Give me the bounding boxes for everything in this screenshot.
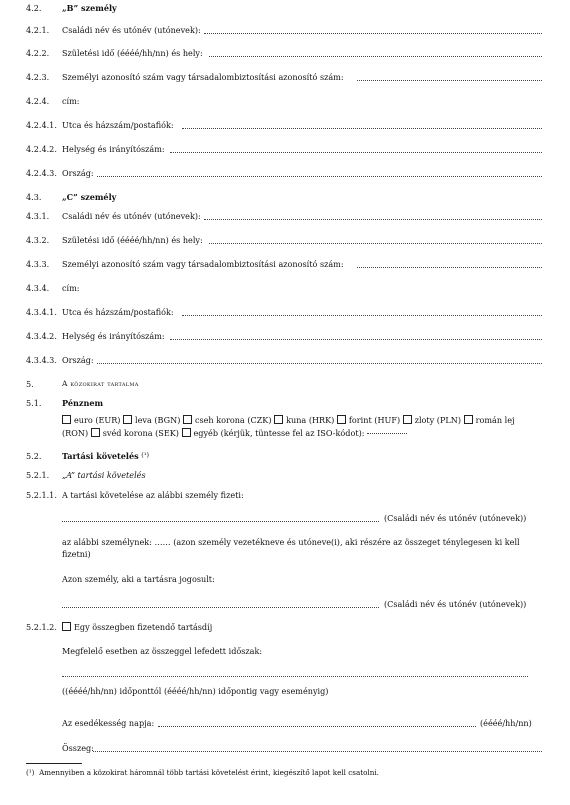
fill-line[interactable] [357, 80, 542, 81]
maintenance-title: Tartási követelés [62, 451, 139, 461]
field-4-2-3: 4.2.3. Személyi azonosító szám vagy társadalombiztosítási azonosító szám: [0, 72, 570, 84]
field-4-3-4-1: 4.3.4.1. Utca és házszám/postafiók: [0, 307, 570, 319]
fill-line[interactable] [209, 56, 542, 57]
fill-line[interactable] [170, 152, 542, 153]
period-label: Megfelelő esetben az összeggel lefedett időszak: [62, 646, 263, 656]
section-b-title: „B” személy [62, 3, 117, 13]
currency-option[interactable]: euro (EUR) [62, 415, 120, 425]
amount-line: Összeg: [0, 743, 570, 755]
field-4-2-4-3: 4.2.4.3. Ország: [0, 168, 570, 180]
fill-line[interactable] [182, 315, 542, 316]
field-4-2-1: 4.2.1. Családi név és utónév (utónevek): [0, 25, 570, 37]
fill-line[interactable] [62, 607, 379, 608]
fill-line[interactable] [204, 219, 542, 220]
section-c-title: „C” személy [62, 192, 117, 202]
checkbox[interactable] [337, 415, 346, 424]
fill-line[interactable] [93, 751, 542, 752]
currency-options-line1 [62, 415, 542, 425]
checkbox[interactable] [123, 415, 132, 424]
field-4-2-4: 4.2.4. cím: [26, 96, 80, 106]
payee-text-cont: fizetni) [62, 549, 91, 559]
footnote-ref: (¹) [141, 451, 149, 459]
due-date-line: Az esedékesség napja: (éééé/hh/nn) [62, 718, 532, 728]
currency-option[interactable]: forint (HUF) [337, 415, 400, 425]
checkbox[interactable] [182, 428, 191, 437]
footnote-mark: (¹) [26, 768, 35, 777]
currency-options-line2: (RON) svéd korona (SEK) egyéb (kérjük, tüntesse fel az ISO-kódot): [62, 428, 407, 438]
entitled-name-line: (Családi név és utónév (utónevek)) [0, 599, 570, 611]
fill-line[interactable] [209, 243, 542, 244]
currency-option[interactable]: svéd korona (SEK) [91, 428, 179, 438]
checkbox[interactable] [274, 415, 283, 424]
fill-line[interactable] [182, 128, 542, 129]
section-b-heading: 4.2. „B” személy [26, 3, 117, 13]
footnote-divider [26, 763, 82, 764]
field-4-2-4-2: 4.2.4.2. Helység és irányítószám: [0, 144, 570, 156]
checkbox[interactable] [62, 415, 71, 424]
maintenance-heading: 5.2. Tartási követelés $^{(^1)}$ [26, 451, 149, 461]
fill-line[interactable] [357, 267, 542, 268]
field-5-2-1-1: 5.2.1.1. A tartási követelése az alábbi személy fizeti: [26, 490, 244, 500]
footnote-text: Amennyiben a közokirat háromnál több tartási követelést érint, kiegészítő lapot kell csatolni. [39, 768, 379, 777]
currency-option[interactable]: egyéb (kérjük, tüntesse fel az ISO-kódot): [182, 428, 365, 438]
currency-option[interactable]: leva (BGN) [123, 415, 180, 425]
currency-title: Pénznem [62, 398, 104, 408]
fill-line[interactable] [97, 176, 542, 177]
field-4-3-4-2: 4.3.4.2. Helység és irányítószám: [0, 331, 570, 343]
currency-option[interactable]: cseh korona (CZK) [183, 415, 272, 425]
field-5-2-1-2: 5.2.1.2. Egy összegben fizetendő tartásdíj [26, 622, 213, 632]
fill-line[interactable] [97, 363, 542, 364]
field-4-3-4: 4.3.4. cím: [26, 283, 80, 293]
checkbox[interactable] [91, 428, 100, 437]
section-5-heading: 5. A közokirat tartalma [26, 379, 139, 389]
currency-option[interactable]: zloty (PLN) [403, 415, 461, 425]
maintenance-a-heading: 5.2.1. „A” tartási követelés [26, 470, 146, 480]
fill-line[interactable] [62, 676, 528, 677]
footnote [26, 768, 379, 777]
fill-line[interactable] [62, 521, 379, 522]
entitled-label: Azon személy, aki a tartásra jogosult: [62, 574, 215, 584]
currency-option[interactable]: kuna (HRK) [274, 415, 334, 425]
field-4-3-1: 4.3.1. Családi név és utónév (utónevek): [0, 211, 570, 223]
currency-heading: 5.1. Pénznem [26, 398, 104, 408]
currency-option[interactable]: román lej [464, 415, 515, 425]
checkbox[interactable] [464, 415, 473, 424]
fill-line[interactable] [204, 33, 542, 34]
payee-text: az alábbi személynek: …… (azon személy vezetékneve és utóneve(i), aki részére az összeget ténylegesen ki kell [62, 537, 520, 547]
checkbox[interactable] [183, 415, 192, 424]
field-4-3-4-3: 4.3.4.3. Ország: [0, 355, 570, 367]
period-range: ((éééé/hh/nn) időponttól (éééé/hh/nn) időpontig vagy eseményig) [62, 686, 329, 696]
fill-line[interactable] [158, 726, 476, 727]
section-c-heading: 4.3. „C” személy [26, 192, 117, 202]
section-5-title: A közokirat tartalma [62, 379, 139, 388]
payer-name-line: (Családi név és utónév (utónevek)) [0, 513, 570, 525]
field-4-3-2: 4.3.2. Születési idő (éééé/hh/nn) és hely: [0, 235, 570, 247]
field-4-2-4-1: 4.2.4.1. Utca és házszám/postafiók: [0, 120, 570, 132]
field-4-2-2: 4.2.2. Születési idő (éééé/hh/nn) és hely: [0, 48, 570, 60]
maintenance-a-title: „A” tartási követelés [62, 470, 146, 480]
fill-line[interactable] [170, 339, 542, 340]
field-4-3-3: 4.3.3. Személyi azonosító szám vagy társadalombiztosítási azonosító szám: [0, 259, 570, 271]
checkbox[interactable] [403, 415, 412, 424]
fill-line[interactable] [367, 433, 407, 434]
lump-sum-checkbox[interactable] [62, 622, 71, 631]
